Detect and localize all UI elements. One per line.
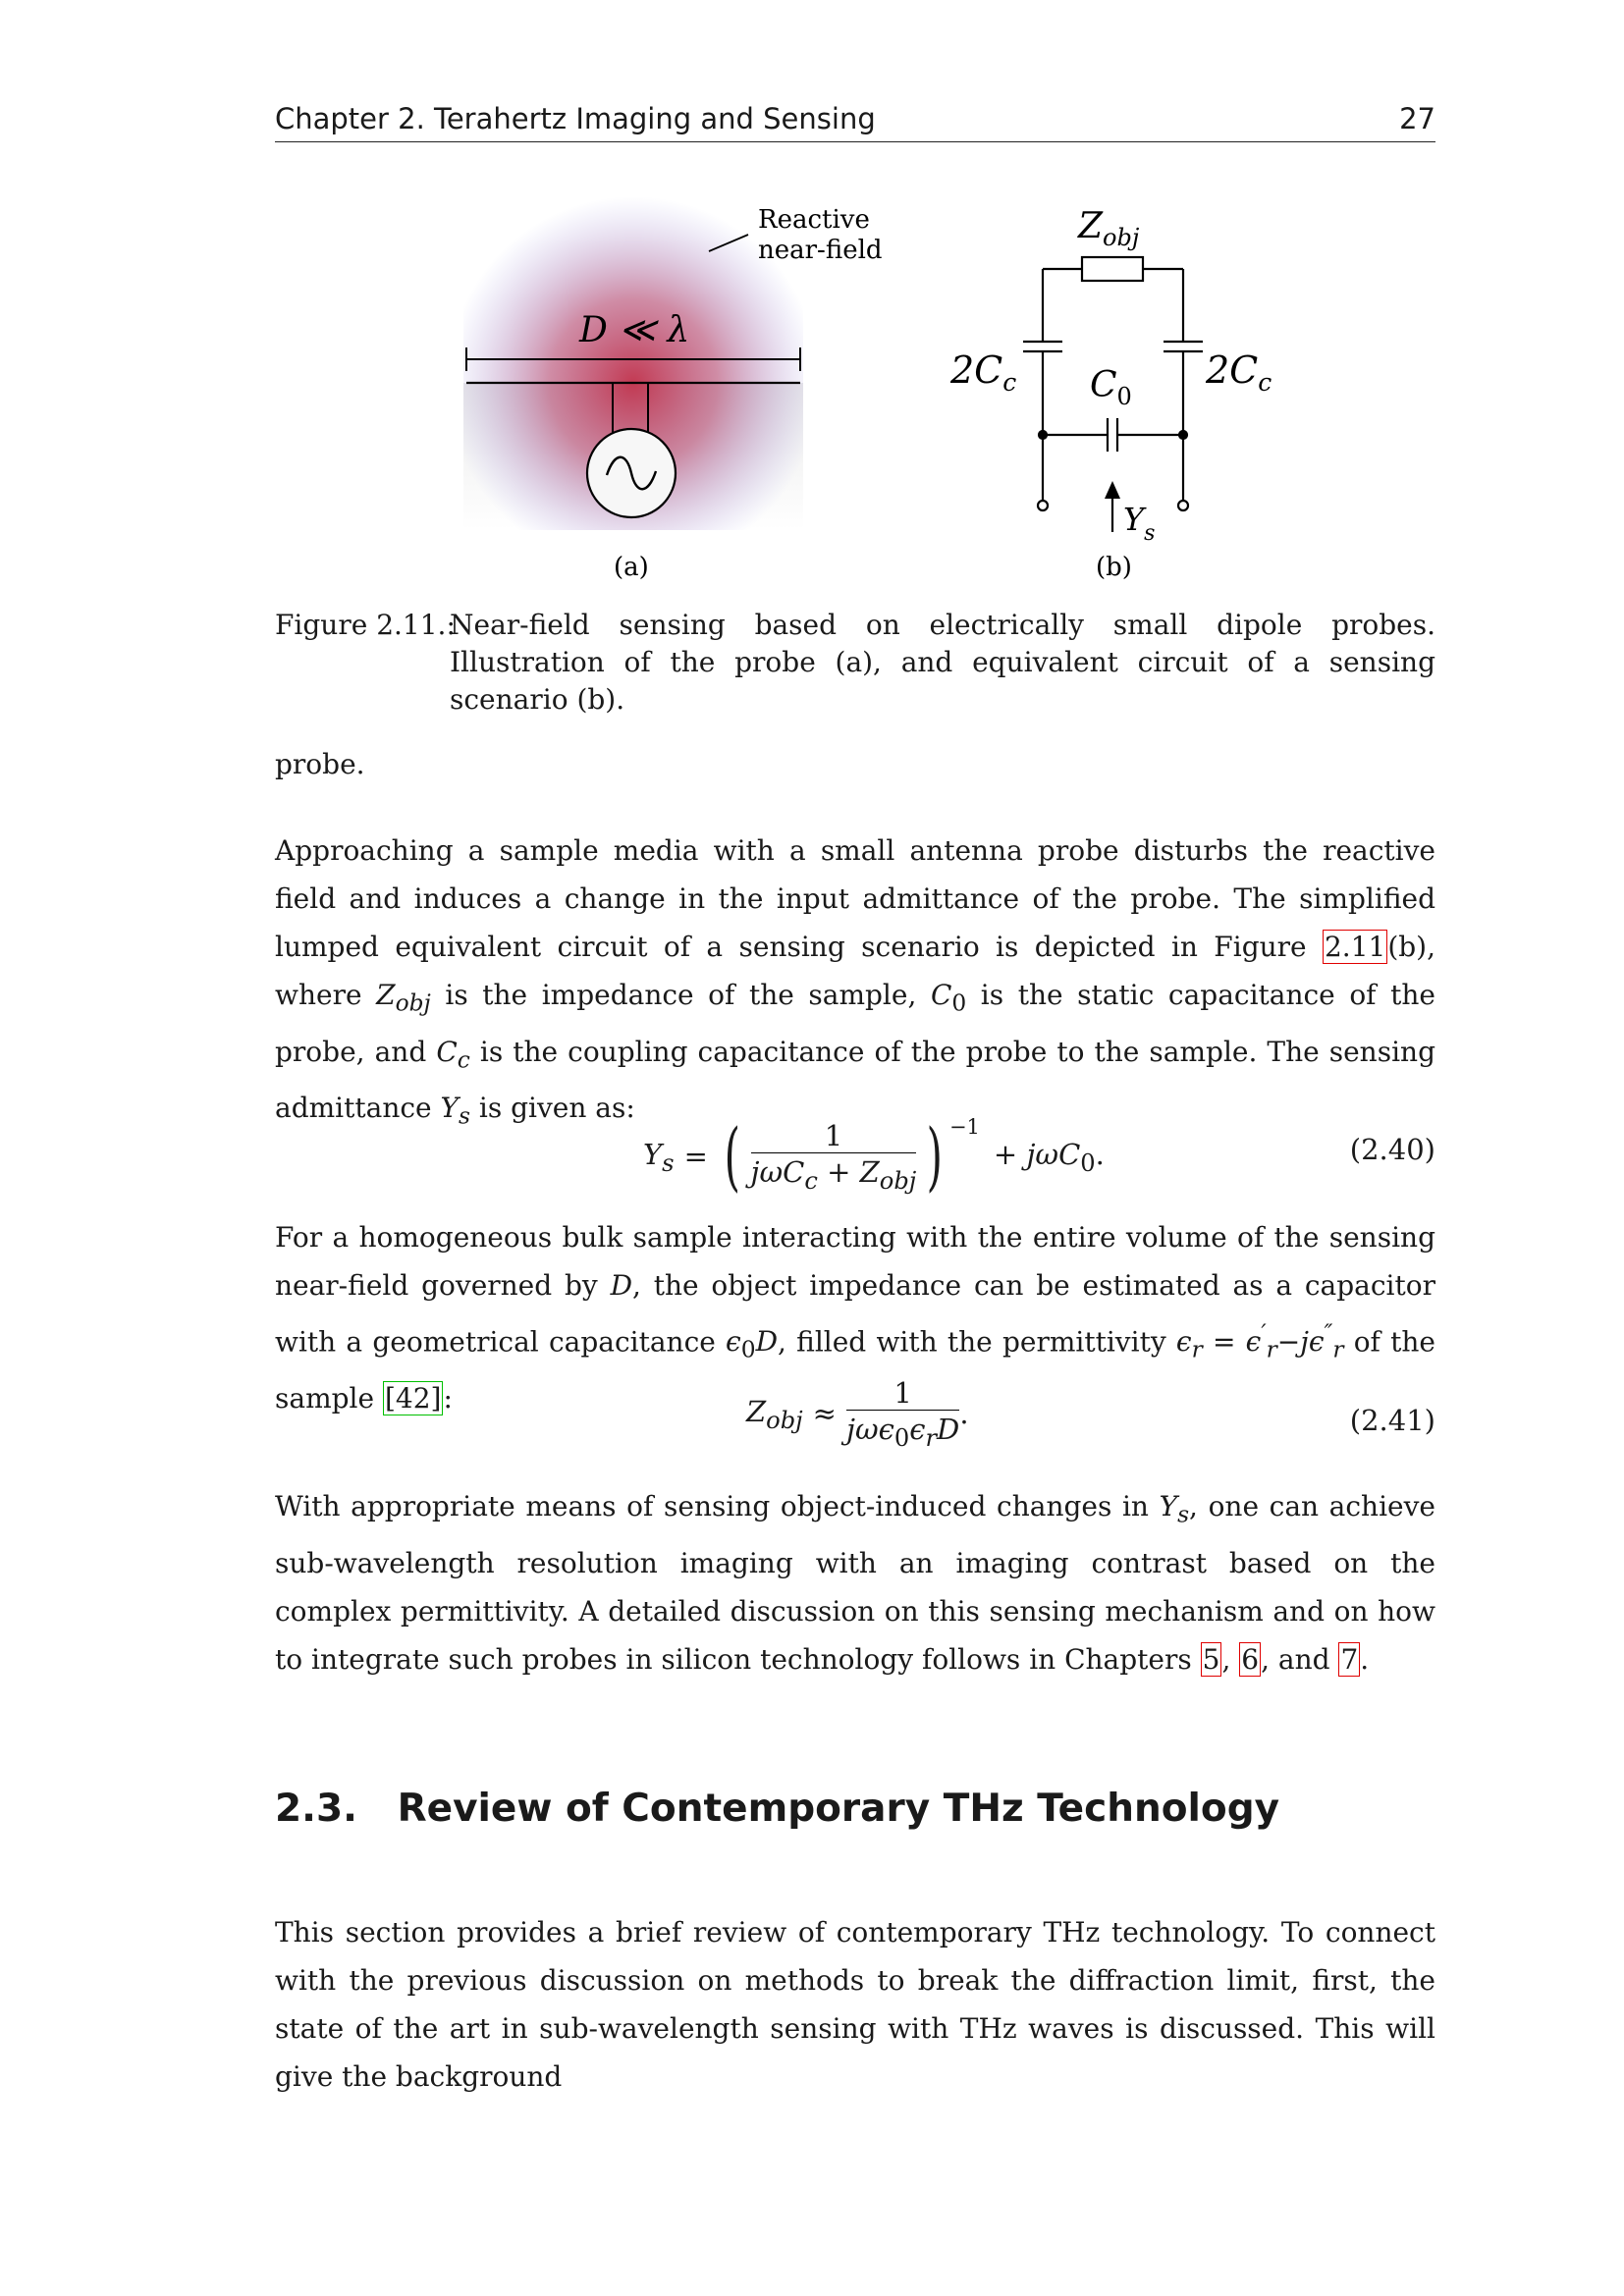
eq241-fraction: 1 $j\omega\epsilon_0\epsilon_rD$ xyxy=(845,1376,960,1452)
panel-a-probe xyxy=(463,187,883,582)
label-ys: $Y_s$ xyxy=(1123,501,1156,546)
eq240-tail: + jωC$_0$. xyxy=(993,1137,1105,1177)
paragraph-1: Approaching a sample media with a small antenna probe disturbs the reactive field and induces a change in the input admittance of the probe. The simplified lumped equivalent circuit of a sensing scenario is depicted in Figure 2.11(b), where $Z_{obj}$ is the impedance of the sample, $C_0$ is the static capacitance of the probe, and $C_c$ is the coupling capacitance of the probe to the sample. The sensing admittance $Y_s$ is given as: xyxy=(275,834,1436,1130)
equation-2-40-body xyxy=(643,1112,1105,1201)
chapter-ref-7[interactable]: 7 xyxy=(1340,1642,1359,1676)
figure-ref-2-11[interactable]: 2.11 xyxy=(1324,931,1386,963)
equation-2-41 xyxy=(275,1370,1435,1478)
figure-graphic xyxy=(452,187,1335,589)
eq240-exponent: −1 xyxy=(948,1115,980,1140)
citation-42[interactable]: [42] xyxy=(384,1381,442,1415)
eq240-right-paren: ) xyxy=(926,1112,944,1201)
terminal-right xyxy=(1178,501,1188,510)
chapter-ref-5[interactable]: 5 xyxy=(1202,1642,1220,1676)
equation-number-2-41: (2.41) xyxy=(1349,1404,1435,1437)
eq240-left-paren: ( xyxy=(724,1112,740,1201)
chapter-title: Chapter 2. Terahertz Imaging and Sensing xyxy=(275,102,876,135)
caption-lead: Figure 2.11.: xyxy=(275,609,456,641)
reactive-label-1: Reactive xyxy=(758,205,870,235)
section-heading-2-3: 2.3. Review of Contemporary THz Technology xyxy=(275,1787,1280,1831)
figure-2-11 xyxy=(452,187,1335,589)
label-zobj: $Z_{obj}$ xyxy=(1078,206,1140,251)
eq240-equals: = xyxy=(683,1140,708,1174)
running-head xyxy=(275,102,1435,142)
eq241-approx: ≈ xyxy=(812,1397,837,1431)
terminal-left xyxy=(1038,501,1048,510)
paragraph-4: This section provides a brief review of contemporary THz technology. To connect with the previous discussion on methods to break the diffraction limit, first, the state of the art in sub-wavelength sensing with THz waves is discussed. This will give the background xyxy=(275,1916,1435,2093)
ys-arrow-head xyxy=(1105,481,1120,499)
chapter-ref-6[interactable]: 6 xyxy=(1241,1642,1260,1676)
equation-2-41-body xyxy=(746,1376,969,1452)
equation-number-2-40: (2.40) xyxy=(1349,1133,1435,1166)
eq240-fraction: 1 $j\omega C_c + Z_{obj}$ xyxy=(750,1119,917,1195)
probe-line: probe. xyxy=(275,748,365,780)
reactive-label-2: near-field xyxy=(758,236,883,265)
panel-a-label: (a) xyxy=(614,553,649,582)
eq241-lhs: $Z_{obj}$ xyxy=(746,1394,803,1434)
dimension-label: D ≪ λ xyxy=(579,310,690,350)
junction-right xyxy=(1179,431,1187,439)
panel-b-label: (b) xyxy=(1096,553,1132,582)
caption-text: Near-field sensing based on electrically small dipole probes. Illustration of the probe (a), and equivalent circuit of a sensing scenario (b). xyxy=(450,609,1435,716)
eq241-period: . xyxy=(959,1397,969,1431)
equation-2-40 xyxy=(275,1086,1435,1201)
label-2cc-right: $2C_c$ xyxy=(1206,348,1272,397)
junction-left xyxy=(1039,431,1047,439)
label-c0: $C_0$ xyxy=(1090,365,1132,410)
eq240-lhs: $Y_s$ xyxy=(643,1137,675,1177)
figure-caption xyxy=(275,607,1435,719)
resistor-zobj xyxy=(1082,257,1143,281)
page-number: 27 xyxy=(1399,102,1435,135)
paragraph-3: With appropriate means of sensing object-induced changes in $Y_s$, one can achieve sub-wavelength resolution imaging with an imaging contrast based on the complex permittivity. A detailed discussion on this sensing mechanism and on how to integrate such probes in silicon technology follows in Chapters 5, 6, and 7. xyxy=(275,1490,1435,1676)
paragraph-2: For a homogeneous bulk sample interacting with the entire volume of the sensing near-field governed by D, the object impedance can be estimated as a capacitor with a geometrical capacitance $\epsilon_0D$, filled with the permittivity $\epsilon_r = \epsilon'_r-j\epsilon''_r$ of the sample [42]: xyxy=(275,1221,1436,1415)
label-2cc-left: $2C_c$ xyxy=(950,348,1017,397)
